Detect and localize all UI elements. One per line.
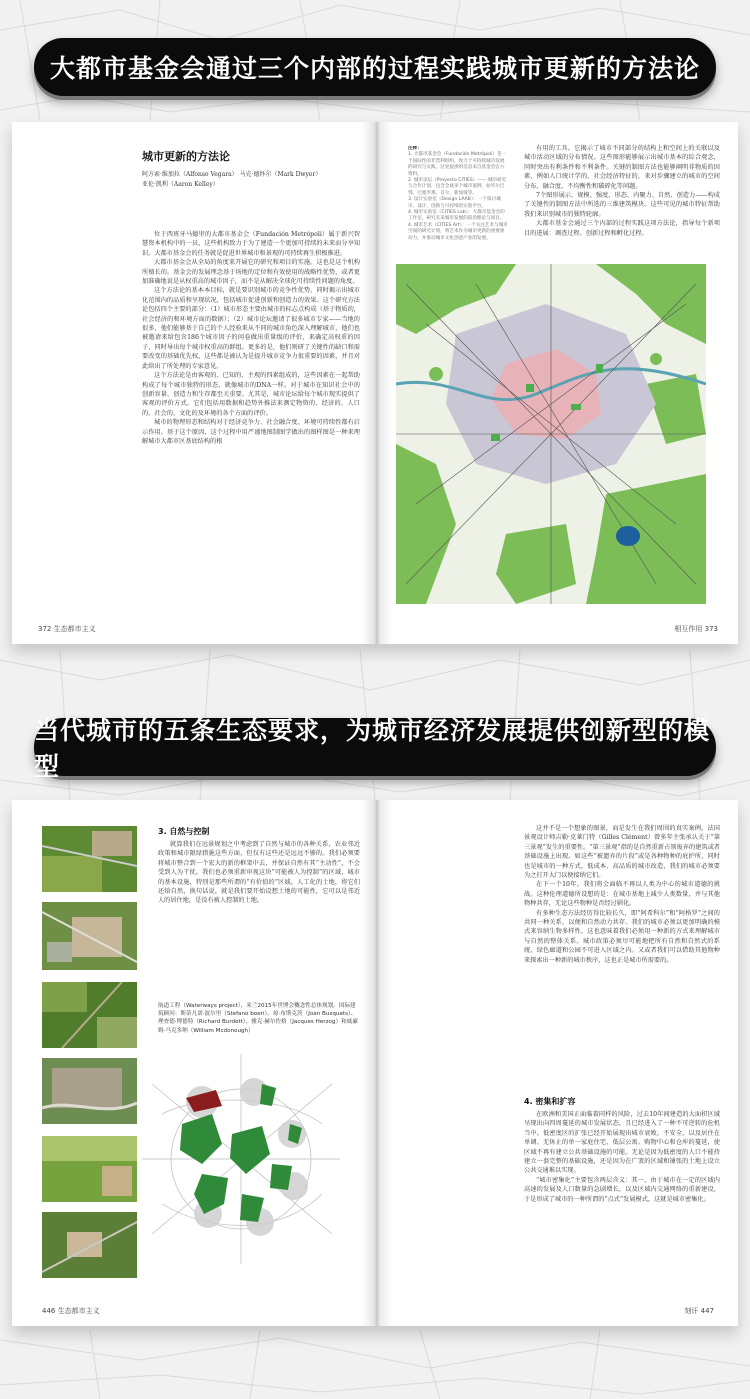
paragraph: 有多种生态方法经历得比较长久，即“阿希科尔”和“阿格罗”之间的共同一种关系，以便和自然动力共存。我们的城市必须以更加明确的模式来容纳生物多样性，这也意味着我们必须用一种新的方式来理解城市与自然的整体关系。城市政策必须尽可能地把所有自然和自然式的系统、绿色廊道和公园不可进入区域之内。又或者我们可以借助其他物种来探索出一种新的城市秩序，这也正是城市所需要的。 xyxy=(524,909,720,964)
paragraph: 这并不是一个想象的图景，而是发生在我们周围的真实案例。法国景观设计师吉勒·克莱门特（Gilles Clément）曾多年主张承认关于“第三景观”发生的重要性。“第三景观”指的是自然重新占领废弃的建筑或者基础设施上出现。如这些“被遗弃的片段”或是各种物种的庇护所，同时也是城市的一种方式，低成本、高品质的城市改造，我们的城市必须要为之打开大门以便接纳它们。 xyxy=(524,825,720,880)
page-372 xyxy=(12,122,374,644)
aerial-photo-3 xyxy=(42,982,137,1048)
authors-line-2: 亚伦·凯利（Aaron Kelley） xyxy=(142,180,219,188)
body-text-372 xyxy=(142,230,360,610)
folio-left: 372 生态都市主义 xyxy=(38,625,96,633)
note-item: 1. 大都市基金会（Fundación Metrópoli）是一个国际性的非营利组织，致力于可持续城市发展的研究与实践，这里提供的信息来自基金会官方资料。 xyxy=(408,152,507,177)
folio-right: 相互作用 373 xyxy=(674,625,718,633)
note-item: 4. 城市艺术（CITIES Art）：一个关注艺术与城市空间的研究计划，将艺术作为城市更新的重要驱动力，并推动城市文化创意产业的发展。 xyxy=(408,222,508,241)
body-text-446 xyxy=(158,840,360,968)
folio-left: 446 生态都市主义 xyxy=(42,1307,100,1315)
banner-top: 大都市基金会通过三个内部的过程实践城市更新的方法论 xyxy=(34,38,716,96)
note-item: 3. 设计实验室（Design LAAB）：一个探讨城市、设计、创新与可持续的实验平台。 xyxy=(408,197,501,209)
aerial-photo-6 xyxy=(42,1212,137,1278)
waterways-diagram xyxy=(142,1054,340,1264)
folio-right: 刻讦 447 xyxy=(684,1307,714,1315)
paragraph: 在下一个10年，我们将会面临不再以人类为中心的城市道德的挑战。这种伦理道德所设想的是：在城市基地上减少人类数量，并与其他物种共存，无论这些物种是否经过驯化。 xyxy=(524,881,720,908)
paragraph: 城市的物理形态和结构对于经济竞争力、社会融合度、环境可持续性都有启示作用。基于这个原因，这个过程中用严谨地图制图学做出的图样图是一种来理解城市大都市区基底结构的根 xyxy=(142,419,360,445)
body-text-373 xyxy=(524,144,720,284)
page-447 xyxy=(376,800,738,1326)
paragraph: “城市密集化”主要包含两层含义：其一，由于城市在一定的区域内高速的发展及人口数量的急剧增长，以及区域内交通网络的重新建设，于是形成了城市的一种所谓的“点式”发展模式，这就是城市密集化。 xyxy=(524,1176,720,1203)
note-title: 注释： xyxy=(408,146,422,151)
paragraph: 就算我们在远景规划之中考虑到了自然与城市的各种关系，农业邻近政策和城市限绿措施这些方面，但仅有这些还是远远不够的。我们必须要将城市整合到一个宏大的新的框架中去，并保证自然有其“主动性”，不会受到人为干扰。我们也必须重新审视这块“可能被人为控制”的区域，城市的基本设施，特别是那些所谓的“有价值的”区域。人工化的土地，将它们还给自然，换句话说，就是我们要开始设想土地的可能性，它可以是邻近人的居住地，是没有被人控制的土地。 xyxy=(158,841,360,905)
aerial-photo-2 xyxy=(42,902,137,970)
paragraph: 这个方法论是由客观的、已知的、主观的四素组成的，这些因素在一起帮助构成了每个城市独特的形态，就像城市的DNA一样。对于城市在知识社会中的创新容量、创造力和生存都至关重要。尤其是，城市论坛给每个城市现实提供了客观的评价方式，它们包括用数据和趋势外推法来测定物资的、经济的、人口的、社会的、文化的及环境的各个方面的评价。 xyxy=(142,372,360,417)
waterways-caption: 航道工程（Waterways project），米兰2015年世博会概念性总体规划。国际建筑顾问：斯蒂凡诺·波尔里（Stefano boeri）、琼·布斯克茨（Joan Busquets）、理查德·博德特（Richard Burdett）、雅克·赫尔佐格（Jacques Herzog）和威廉姆·马克多纳（William Mcdonough） xyxy=(158,1003,358,1034)
paragraph: 有用的工具。它揭示了城市不同部分的结构上和空间上的关联以及城市活动区域的分布情况。这些图形能够展示出城市基本的综合观念，同时突出有利条件和不利条件。关键的制图方法也能够阐明非物质的因素，例如人口统计学的、社会经济特征的，来对步骤建立的城市的空间分布、融合度、不均衡性和破碎化等问题。 xyxy=(524,145,720,190)
book-gutter xyxy=(362,800,392,1326)
section-heading-density: 4. 密集和扩容 xyxy=(524,1097,576,1106)
authors xyxy=(142,170,362,189)
section-heading-nature: 3. 自然与控制 xyxy=(158,827,210,836)
pamplona-metropolitan-map xyxy=(396,264,706,604)
aerial-photo-1 xyxy=(42,826,137,892)
paragraph: 这个方法论的基本本目标，就是要识别城市的竞争性优势，同时揭示出城市化范围内的品质和呈现状况，包括城市促进创新和创造力的效果。这个研究方法论包括四个主要的部分：（1）城市形态主要由城市的标志点构成（基于物质的，社会经济的和环境方面的数据）；（2）城市论坛邀请了很多城市专家——当地的很多，他们能够基于自己的个人经验来从不同的城市角色深入理解城市，他们也被邀请来给包含186个城市因子的问卷做出重量级的评价，来确定高权重的因子，同时导出每个城市权重高的群组。更多的是，他们则研了关键性的缺口和需要改变的基础优先权，这些都是被认为是提升城市竞争力很重要的因素，并且对此给出了所处理的专家意见。 xyxy=(142,287,360,370)
aerial-photo-4 xyxy=(42,1058,137,1124)
note-item: 2. 城市论坛（Proyecto CITIES）—— 城市研究与合作计划，包含全球多个城市案例，如毕尔巴鄂、巴塞罗那、首尔、新加坡等。 xyxy=(408,178,507,196)
aerial-photo-5 xyxy=(42,1136,137,1202)
book-gutter xyxy=(362,122,392,644)
authors-line-1: 阿方索·维加拉（Alfonso Vegara） 马克·德怀尔（Mark Dwyer） xyxy=(142,171,322,178)
paragraph: 在欧洲和美国正面临着同样的风险，过去10年间建造的大面积区域呈现出向四周蔓延的城市发展状态，且已经进入了一种不可逆转的危机当中。低密度区的扩张已经开始展现出城市衰败，不安全，以及居住在单调、无休止的单一家庭住宅、低层公寓。购物中心和仓库的蔓延，使区域不再有建立公共基础设施的可能。无论是因为低密度的人口不能持建立一套完整的基础设施，还是因为在广袤的区域和铺张的土地上设立公共交通难以实现。 xyxy=(524,1111,720,1175)
note-item: 4. 城市实验室（CITIES Lab）：大都市基金会的工作室，研究未来城市发展的前沿理论与项目。 xyxy=(408,210,505,222)
paragraph: 7个图形展示、规模、强度、形态、内聚力、自然、创造力——构成了关键性的制图方法中所选的三维建筑模块。这些可见的城市特征帮助我们来识别城市的独特轮廓。 xyxy=(524,192,720,218)
banner-middle: 当代城市的五条生态要求，为城市经济发展提供创新型的模型 xyxy=(34,718,716,776)
chapter-title: 城市更新的方法论 xyxy=(142,150,230,163)
body-text-447-b xyxy=(524,1110,720,1290)
paragraph: 大都市基金会从全局的角度来开展它的研究和项目的实施。这也是这个机构所擅长的。基金会的发展理念基于场地的定位和有效使用的战略性优势，或者更加准确地说是从权重高的城市因子，而不是从解决全球化可持续性问题的角度。 xyxy=(142,259,360,286)
paragraph: 位于西班牙马德里的大都市基金会（Fundación Metrópoli）属于新兴智慧资本机构中的一员，这些机构致力于为了建造一个更加可持续的未来而分享知识。大都市基金会的任务就是促进世界城市和景观的可持续再生积极推进。 xyxy=(142,231,360,257)
body-text-447-a xyxy=(524,824,720,1094)
paragraph: 大都市基金会通过三个内部的过程实践这项方法论，指导每个新项目的进展：调查过程、创新过程和孵化过程。 xyxy=(524,220,720,237)
